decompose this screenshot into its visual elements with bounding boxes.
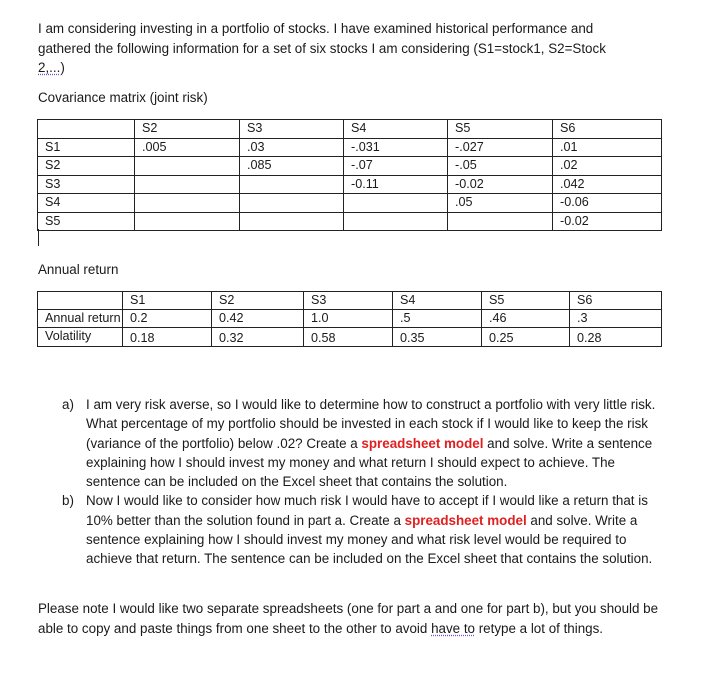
table-cell: -.027 <box>448 138 553 157</box>
table-cell: S3 <box>240 120 344 139</box>
table-cell: 0.32 <box>212 328 304 347</box>
table-cell: S6 <box>570 292 662 310</box>
table-cell: -0.02 <box>448 175 553 194</box>
table-cell: S3 <box>304 292 393 310</box>
table-cell: 0.2 <box>123 310 212 328</box>
table-cell: 0.35 <box>393 328 482 347</box>
table-cell: .005 <box>135 138 240 157</box>
table-cell: -0.06 <box>553 194 662 213</box>
list-marker: b) <box>62 493 74 509</box>
question-text: I am very risk averse, so I would like to determine how to construct a portfolio with very little risk. What percentage of my portfolio should be invested in each stock if I would like to keep the risk (variance of the portfolio) below .02? Create a <box>86 397 656 451</box>
table-cell: .5 <box>393 310 482 328</box>
table-row <box>38 175 662 194</box>
returns-table <box>37 291 662 347</box>
table-cell: -0.02 <box>553 212 662 231</box>
table-cell <box>344 212 448 231</box>
table-cell: S6 <box>553 120 662 139</box>
intro-paragraph <box>38 19 678 78</box>
table-row <box>38 138 662 157</box>
covariance-label: Covariance matrix (joint risk) <box>38 90 208 105</box>
table-cell: .3 <box>570 310 662 328</box>
table-cell: -.031 <box>344 138 448 157</box>
table-cell: S5 <box>38 212 135 231</box>
intro-line: 2,...) <box>38 60 65 75</box>
table-row <box>38 157 662 176</box>
table-cell: S1 <box>123 292 212 310</box>
table-cell <box>448 212 553 231</box>
table-cell: S1 <box>38 138 135 157</box>
table-cell <box>135 157 240 176</box>
table-cell: 0.58 <box>304 328 393 347</box>
table-cell <box>344 194 448 213</box>
table-row <box>38 310 662 328</box>
intro-line: I am considering investing in a portfolio of stocks. I have examined historical performance and <box>38 21 594 36</box>
table-cell: S2 <box>212 292 304 310</box>
table-cell: S4 <box>38 194 135 213</box>
table-cell: -.07 <box>344 157 448 176</box>
table-cell: -0.11 <box>344 175 448 194</box>
table-cell: .05 <box>448 194 553 213</box>
table-header-row <box>38 120 662 139</box>
returns-label: Annual return <box>38 262 119 277</box>
question-text: and solve. Write a sentence explaining how I should invest my money and what risk level would be required to achieve that return. The sentence can be included on the Excel sheet that contains the solution. <box>86 512 653 567</box>
table-cell <box>240 175 344 194</box>
table-row <box>38 212 662 231</box>
table-cell: .03 <box>240 138 344 157</box>
list-marker: a) <box>62 397 74 412</box>
table-cell: S3 <box>38 175 135 194</box>
table-cell: 0.42 <box>212 310 304 328</box>
table-cell <box>38 120 135 139</box>
table-cell: 0.25 <box>482 328 570 347</box>
note-underlined-text: have to <box>431 621 475 636</box>
note-text: retype a lot of things. <box>475 621 604 636</box>
list-item <box>62 395 668 491</box>
table-cell: .02 <box>553 157 662 176</box>
table-cell: .042 <box>553 175 662 194</box>
table-cell: Volatility <box>38 328 123 347</box>
table-cell: S5 <box>448 120 553 139</box>
table-cell: S4 <box>393 292 482 310</box>
table-cell: 1.0 <box>304 310 393 328</box>
table-cell: 0.18 <box>123 328 212 347</box>
table-cell: S2 <box>38 157 135 176</box>
highlight-text: spreadsheet model <box>361 435 484 451</box>
questions-list <box>62 395 668 569</box>
table-cell <box>135 212 240 231</box>
table-row <box>38 194 662 213</box>
table-cell: S4 <box>344 120 448 139</box>
list-item <box>62 491 668 568</box>
note-paragraph <box>38 599 678 639</box>
question-text: Now I would like to consider how much risk I would have to accept if I would like a return that is 10% better than the solution found in part a. Create a <box>86 493 648 528</box>
table-cell <box>38 292 123 310</box>
table-cell: S2 <box>135 120 240 139</box>
table-cell: Annual return <box>38 310 123 328</box>
table-header-row <box>38 292 662 310</box>
table-cell <box>135 175 240 194</box>
note-text: Please note I would like two separate spreadsheets (one for part a and one for part b), but you should be able to copy and paste things from one sheet to the other to avoid <box>38 601 659 636</box>
table-border-stub <box>38 229 39 246</box>
table-cell: .01 <box>553 138 662 157</box>
table-cell: S5 <box>482 292 570 310</box>
question-text: and solve. Write a sentence explaining how I should invest my money and what return I should expect to achieve. The sentence can be included on the Excel sheet that contains the solution. <box>86 435 653 490</box>
table-cell <box>240 194 344 213</box>
table-cell <box>135 194 240 213</box>
table-cell: -.05 <box>448 157 553 176</box>
highlight-text: spreadsheet model <box>404 512 527 528</box>
table-cell: .085 <box>240 157 344 176</box>
table-row <box>38 328 662 347</box>
table-cell: .46 <box>482 310 570 328</box>
table-cell: 0.28 <box>570 328 662 347</box>
covariance-table <box>37 119 662 231</box>
table-cell <box>240 212 344 231</box>
intro-line: gathered the following information for a set of six stocks I am considering (S1=stock1, S2=Stock <box>38 40 606 56</box>
